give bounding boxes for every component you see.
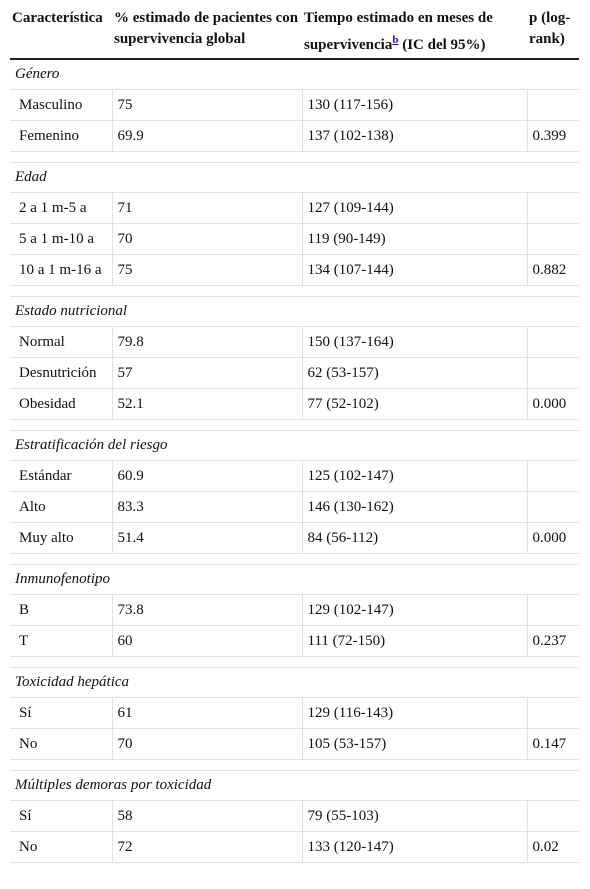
row-survival-time: 105 (53-157)	[302, 729, 527, 760]
row-p-value: 0.147	[527, 729, 579, 760]
table-row	[10, 121, 579, 152]
row-survival-time: 127 (109-144)	[302, 193, 527, 224]
row-percentage: 58	[112, 801, 302, 832]
row-survival-time: 129 (102-147)	[302, 595, 527, 626]
row-p-value: 0.02	[527, 832, 579, 863]
table-row	[10, 698, 579, 729]
row-label: 5 a 1 m-10 a	[10, 224, 112, 255]
row-label: Desnutrición	[10, 358, 112, 389]
row-p-value: 0.237	[527, 626, 579, 657]
group-spacer	[10, 554, 579, 565]
row-survival-time: 133 (120-147)	[302, 832, 527, 863]
table-row	[10, 389, 579, 420]
header-porcentaje: % estimado de pacientes con supervivencia global	[112, 6, 302, 59]
group-spacer	[10, 760, 579, 771]
group-spacer	[10, 286, 579, 297]
row-p-value: 0.882	[527, 255, 579, 286]
row-p-value: 0.000	[527, 389, 579, 420]
row-survival-time: 146 (130-162)	[302, 492, 527, 523]
group-header-row	[10, 431, 579, 461]
header-row	[10, 6, 579, 59]
table-header	[10, 6, 579, 59]
row-label: Femenino	[10, 121, 112, 152]
row-label: Muy alto	[10, 523, 112, 554]
table-row	[10, 523, 579, 554]
table-body	[10, 59, 579, 863]
table-row	[10, 492, 579, 523]
row-p-value: 0.000	[527, 523, 579, 554]
row-label: Obesidad	[10, 389, 112, 420]
row-label: Normal	[10, 327, 112, 358]
row-percentage: 79.8	[112, 327, 302, 358]
row-survival-time: 129 (116-143)	[302, 698, 527, 729]
row-label: 10 a 1 m-16 a	[10, 255, 112, 286]
group-title: Edad	[10, 163, 579, 193]
row-percentage: 61	[112, 698, 302, 729]
survival-table	[10, 6, 579, 863]
row-percentage: 70	[112, 224, 302, 255]
spacer-cell	[10, 760, 579, 771]
group-header-row	[10, 771, 579, 801]
table-row	[10, 193, 579, 224]
row-survival-time: 150 (137-164)	[302, 327, 527, 358]
row-label: 2 a 1 m-5 a	[10, 193, 112, 224]
row-label: Sí	[10, 801, 112, 832]
table-row	[10, 327, 579, 358]
table-row	[10, 832, 579, 863]
table-row	[10, 729, 579, 760]
row-p-value	[527, 358, 579, 389]
row-percentage: 73.8	[112, 595, 302, 626]
row-label: No	[10, 729, 112, 760]
header-tiempo-ic: (IC del 95%)	[398, 37, 486, 53]
group-title: Género	[10, 59, 579, 90]
row-survival-time: 130 (117-156)	[302, 90, 527, 121]
group-title: Toxicidad hepática	[10, 668, 579, 698]
group-header-row	[10, 565, 579, 595]
table-row	[10, 461, 579, 492]
group-title: Estratificación del riesgo	[10, 431, 579, 461]
table-row	[10, 626, 579, 657]
row-percentage: 52.1	[112, 389, 302, 420]
footnote-b-link[interactable]: b	[392, 34, 399, 46]
row-label: B	[10, 595, 112, 626]
group-spacer	[10, 420, 579, 431]
row-label: Masculino	[10, 90, 112, 121]
table-row	[10, 90, 579, 121]
row-p-value	[527, 90, 579, 121]
group-title: Inmunofenotipo	[10, 565, 579, 595]
row-percentage: 83.3	[112, 492, 302, 523]
row-percentage: 60.9	[112, 461, 302, 492]
row-p-value	[527, 698, 579, 729]
spacer-cell	[10, 286, 579, 297]
row-p-value	[527, 492, 579, 523]
group-title: Estado nutricional	[10, 297, 579, 327]
group-header-row	[10, 163, 579, 193]
row-survival-time: 79 (55-103)	[302, 801, 527, 832]
row-p-value	[527, 461, 579, 492]
table-row	[10, 358, 579, 389]
row-label: Alto	[10, 492, 112, 523]
header-tiempo-text: Tiempo estimado en meses de supervivencia	[304, 10, 493, 53]
row-p-value: 0.399	[527, 121, 579, 152]
row-percentage: 75	[112, 255, 302, 286]
header-caracteristica: Característica	[10, 6, 112, 59]
group-spacer	[10, 152, 579, 163]
row-percentage: 71	[112, 193, 302, 224]
row-percentage: 60	[112, 626, 302, 657]
row-survival-time: 125 (102-147)	[302, 461, 527, 492]
row-percentage: 57	[112, 358, 302, 389]
row-percentage: 75	[112, 90, 302, 121]
row-survival-time: 119 (90-149)	[302, 224, 527, 255]
header-tiempo	[302, 6, 527, 59]
spacer-cell	[10, 554, 579, 565]
row-survival-time: 137 (102-138)	[302, 121, 527, 152]
table-row	[10, 255, 579, 286]
header-p-logrank: p (log-rank)	[527, 6, 579, 59]
table-row	[10, 801, 579, 832]
row-p-value	[527, 224, 579, 255]
row-p-value	[527, 801, 579, 832]
row-label: Estándar	[10, 461, 112, 492]
row-label: Sí	[10, 698, 112, 729]
row-percentage: 72	[112, 832, 302, 863]
row-percentage: 70	[112, 729, 302, 760]
spacer-cell	[10, 657, 579, 668]
spacer-cell	[10, 420, 579, 431]
row-survival-time: 84 (56-112)	[302, 523, 527, 554]
row-p-value	[527, 595, 579, 626]
row-survival-time: 62 (53-157)	[302, 358, 527, 389]
group-header-row	[10, 668, 579, 698]
row-label: T	[10, 626, 112, 657]
row-p-value	[527, 193, 579, 224]
group-title: Múltiples demoras por toxicidad	[10, 771, 579, 801]
table-row	[10, 595, 579, 626]
spacer-cell	[10, 152, 579, 163]
row-survival-time: 77 (52-102)	[302, 389, 527, 420]
table-row	[10, 224, 579, 255]
row-percentage: 51.4	[112, 523, 302, 554]
group-spacer	[10, 657, 579, 668]
group-header-row	[10, 59, 579, 90]
row-p-value	[527, 327, 579, 358]
row-label: No	[10, 832, 112, 863]
group-header-row	[10, 297, 579, 327]
row-survival-time: 134 (107-144)	[302, 255, 527, 286]
row-percentage: 69.9	[112, 121, 302, 152]
row-survival-time: 111 (72-150)	[302, 626, 527, 657]
